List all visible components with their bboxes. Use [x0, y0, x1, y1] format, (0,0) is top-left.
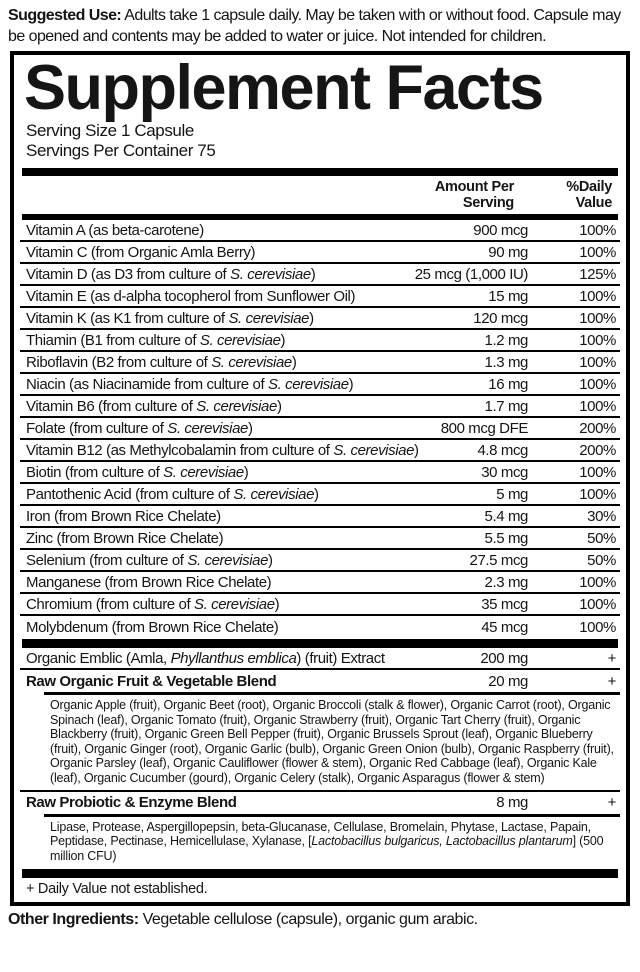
- nutrient-name: [20, 673, 378, 690]
- amount-header-line2: Serving: [462, 195, 514, 211]
- text-segment: Zinc (from Brown Rice Chelate): [26, 529, 224, 547]
- species-name: S. cerevisiae: [167, 419, 248, 437]
- nutrient-daily-value: 100%: [579, 353, 616, 371]
- text-segment: Organic Emblic (Amla,: [26, 649, 171, 667]
- nutrient-name: [20, 486, 378, 503]
- table-row: [20, 308, 620, 330]
- nutrient-amount: 30 mcg: [481, 463, 528, 481]
- table-row: [20, 484, 620, 506]
- species-name: S. cerevisiae: [187, 551, 269, 569]
- species-name: S. cerevisiae: [199, 331, 281, 349]
- other-ingredients-text: Vegetable cellulose (capsule), organic gum arabic.: [142, 911, 478, 929]
- servings-per-container: Servings Per Container 75: [26, 141, 216, 160]
- nutrient-daily-value: 50%: [587, 529, 616, 547]
- header-spacer: [20, 179, 378, 211]
- species-name: S. cerevisiae: [228, 309, 310, 327]
- text-segment: Folate (from culture of: [26, 419, 168, 437]
- supplement-facts-panel: [10, 51, 630, 906]
- divider-thick-top: [22, 168, 618, 176]
- nutrient-daily-value: 30%: [587, 507, 616, 525]
- dv-header-line2: Value: [575, 195, 612, 211]
- species-name: S. cerevisiae: [193, 595, 275, 613]
- species-name: S. cerevisiae: [268, 375, 349, 393]
- text-segment: ): [276, 397, 282, 415]
- nutrient-amount: 800 mcg DFE: [440, 419, 528, 437]
- text-segment: Vitamin A (as beta-carotene): [26, 221, 204, 239]
- nutrient-amount: 4.8 mcg: [477, 441, 528, 459]
- nutrient-daily-value: 100%: [579, 375, 616, 393]
- nutrient-name: [20, 354, 378, 371]
- text-segment: Thiamin (B1 from culture of: [26, 331, 200, 349]
- table-row: [20, 374, 620, 396]
- text-segment: Chromium (from culture of: [26, 595, 194, 613]
- text-segment: ): [309, 309, 314, 327]
- nutrient-name: [20, 332, 378, 349]
- table-row: [20, 648, 620, 670]
- table-row: [20, 440, 620, 462]
- column-headers: [20, 176, 620, 214]
- serving-info: [20, 119, 620, 166]
- table-row: [20, 242, 620, 264]
- text-segment: ): [348, 375, 354, 393]
- nutrient-daily-value: 100%: [579, 287, 616, 305]
- table-row: [20, 396, 620, 418]
- table-row: [20, 528, 620, 550]
- text-segment: ): [414, 441, 419, 459]
- nutrient-daily-value: 100%: [579, 463, 616, 481]
- nutrient-daily-value: 100%: [579, 331, 616, 349]
- nutrient-daily-value: +: [607, 794, 616, 812]
- nutrient-amount: 25 mcg (1,000 IU): [414, 265, 528, 283]
- nutrient-daily-value: 100%: [579, 485, 616, 503]
- nutrient-amount: 1.7 mg: [484, 397, 528, 415]
- text-segment: ): [280, 331, 286, 349]
- text-segment: ) (fruit) Extract: [296, 649, 385, 667]
- text-segment: ): [274, 595, 280, 613]
- table-row: [20, 572, 620, 594]
- nutrient-daily-value: 125%: [579, 265, 616, 283]
- text-segment: Biotin (from culture of: [26, 463, 164, 481]
- amount-column-header: [378, 179, 528, 211]
- text-segment: Raw Organic Fruit & Vegetable Blend: [26, 672, 277, 690]
- text-segment: Vitamin E (as d-alpha tocopherol from Sunflower Oil): [26, 287, 356, 305]
- text-segment: ): [314, 485, 319, 503]
- table-row: [20, 462, 620, 484]
- nutrient-name: [20, 464, 378, 481]
- divider-thick-bottom: [22, 869, 618, 878]
- nutrient-daily-value: 100%: [579, 309, 616, 327]
- table-row: [20, 330, 620, 352]
- nutrient-daily-value: 100%: [579, 397, 616, 415]
- text-segment: Lipase, Protease, Aspergillopepsin, beta-Glucanase, Cellulase, Bromelain, Phytase, Lactase, Papain, Peptidase, Pectinase, Hemicellulase, Xylanase, [: [50, 819, 591, 849]
- table-row: [20, 550, 620, 572]
- text-segment: ): [247, 419, 253, 437]
- species-name: S. cerevisiae: [211, 353, 292, 371]
- species-name: Lactobacillus bulgaricus, Lactobacillus plantarum: [311, 834, 573, 849]
- nutrient-daily-value: 200%: [579, 419, 616, 437]
- species-name: S. cerevisiae: [233, 485, 315, 503]
- amount-header-line1: Amount Per: [434, 179, 514, 195]
- divider-thick-blends: [22, 639, 618, 648]
- text-segment: Niacin (as Niacinamide from culture of: [26, 375, 268, 393]
- other-ingredients: [0, 906, 640, 930]
- text-segment: ] (500 million CFU): [50, 834, 604, 863]
- text-segment: Vitamin K (as K1 from culture of: [26, 309, 229, 327]
- nutrient-daily-value: 50%: [587, 551, 616, 569]
- text-segment: Selenium (from culture of: [26, 551, 188, 569]
- nutrient-amount: 27.5 mcg: [469, 551, 528, 569]
- species-name: S. cerevisiae: [333, 441, 415, 459]
- nutrient-amount: 90 mg: [488, 243, 528, 261]
- nutrient-amount: 45 mcg: [481, 618, 528, 636]
- table-row: [20, 792, 620, 814]
- text-segment: Molybdenum (from Brown Rice Chelate): [26, 618, 279, 636]
- nutrient-amount: 200 mg: [480, 649, 528, 667]
- nutrient-name: [20, 288, 378, 305]
- table-row: [20, 264, 620, 286]
- panel-title: Supplement Facts: [24, 53, 543, 123]
- table-row: [20, 220, 620, 242]
- nutrient-amount: 15 mg: [488, 287, 528, 305]
- footnote: + Daily Value not established.: [26, 881, 208, 898]
- serving-size: Serving Size 1 Capsule: [26, 121, 194, 140]
- text-segment: Vitamin B12 (as Methylcobalamin from culture of: [26, 441, 334, 459]
- nutrient-name: [20, 441, 419, 459]
- nutrient-name: [20, 552, 378, 569]
- nutrient-amount: 900 mcg: [473, 221, 528, 239]
- dv-header-line1: %Daily: [566, 179, 612, 195]
- text-segment: ): [310, 265, 316, 283]
- nutrient-name: [20, 649, 385, 667]
- species-name: S. cerevisiae: [230, 265, 311, 283]
- nutrient-name: [20, 376, 378, 393]
- nutrient-daily-value: +: [607, 649, 616, 667]
- nutrient-name: [20, 398, 378, 415]
- blend-ingredient-list: [20, 817, 620, 868]
- nutrient-amount: 5.5 mg: [484, 529, 528, 547]
- nutrient-name: [20, 244, 378, 261]
- text-segment: Vitamin B6 (from culture of: [26, 397, 197, 415]
- nutrient-name: [20, 420, 378, 437]
- text-segment: Raw Probiotic & Enzyme Blend: [26, 794, 237, 812]
- blend-ingredient-list: [20, 695, 620, 792]
- nutrient-amount: 120 mcg: [473, 309, 528, 327]
- text-segment: Organic Apple (fruit), Organic Beet (root), Organic Broccoli (stalk & flower), Organic Carrot (root), Organic Spinach (leaf), Organic Tomato (fruit), Organic Strawberry (fruit), Organic Tart Cherry (fruit), Organic Blackberry (fruit), Organic Green Bell Pepper (fruit), Organic Brussels Sprout (leaf), Organic Blueberry (fruit), Organic Ginger (root), Organic Garlic (bulb), Organic Green Onion (bulb), Organic Raspberry (fruit), Organic Parsley (leaf), Organic Cauliflower (flower & stem), Organic Red Cabbage (leaf), Organic Kale (leaf), Organic Cucumber (gourd), Organic Celery (stalk), Organic Asparagus (flower & stem): [50, 698, 614, 785]
- nutrient-name: [20, 530, 378, 547]
- other-ingredients-label: Other Ingredients:: [8, 911, 139, 929]
- suggested-use-label: Suggested Use:: [8, 7, 122, 24]
- text-segment: ): [268, 551, 273, 569]
- text-segment: Iron (from Brown Rice Chelate): [26, 507, 221, 525]
- nutrient-table: [20, 220, 620, 638]
- suggested-use-text: Adults take 1 capsule daily. May be taken with or without food. Capsule may be opened and contents may be added to water or juice. Not intended for children.: [8, 7, 621, 45]
- text-segment: ): [243, 463, 249, 481]
- species-name: Phyllanthus emblica: [170, 649, 297, 667]
- species-name: S. cerevisiae: [196, 397, 277, 415]
- text-segment: Vitamin D (as D3 from culture of: [26, 265, 231, 283]
- nutrient-amount: 1.3 mg: [484, 353, 528, 371]
- nutrient-name: [20, 266, 378, 283]
- table-row: [20, 616, 620, 638]
- nutrient-amount: 2.3 mg: [484, 573, 528, 591]
- text-segment: Pantothenic Acid (from culture of: [26, 485, 234, 503]
- nutrient-amount: 8 mg: [496, 794, 528, 812]
- nutrient-amount: 35 mcg: [481, 595, 528, 613]
- table-row: [20, 352, 620, 374]
- nutrient-daily-value: +: [607, 672, 616, 690]
- daily-value-column-header: [528, 179, 620, 211]
- nutrient-name: [20, 619, 378, 636]
- nutrient-amount: 20 mg: [488, 672, 528, 690]
- table-row: [20, 594, 620, 616]
- nutrient-daily-value: 200%: [579, 441, 616, 459]
- blend-table: [20, 648, 620, 867]
- nutrient-name: [20, 310, 378, 327]
- table-row: [20, 670, 620, 692]
- table-row: [20, 418, 620, 440]
- text-segment: ): [291, 353, 297, 371]
- nutrient-amount: 16 mg: [488, 375, 528, 393]
- nutrient-amount: 1.2 mg: [484, 331, 528, 349]
- text-segment: Vitamin C (from Organic Amla Berry): [26, 243, 256, 261]
- table-row: [20, 506, 620, 528]
- nutrient-amount: 5 mg: [496, 485, 528, 503]
- nutrient-name: [20, 596, 378, 613]
- table-row: [20, 286, 620, 308]
- nutrient-name: [20, 222, 378, 239]
- nutrient-daily-value: 100%: [579, 573, 616, 591]
- text-segment: Riboflavin (B2 from culture of: [26, 353, 212, 371]
- text-segment: Manganese (from Brown Rice Chelate): [26, 573, 272, 591]
- suggested-use: [0, 0, 640, 47]
- nutrient-daily-value: 100%: [579, 243, 616, 261]
- nutrient-name: [20, 508, 378, 525]
- nutrient-name: [20, 574, 378, 591]
- nutrient-amount: 5.4 mg: [484, 507, 528, 525]
- nutrient-name: [20, 794, 378, 811]
- species-name: S. cerevisiae: [163, 463, 244, 481]
- nutrient-daily-value: 100%: [579, 618, 616, 636]
- nutrient-daily-value: 100%: [579, 595, 616, 613]
- nutrient-daily-value: 100%: [579, 221, 616, 239]
